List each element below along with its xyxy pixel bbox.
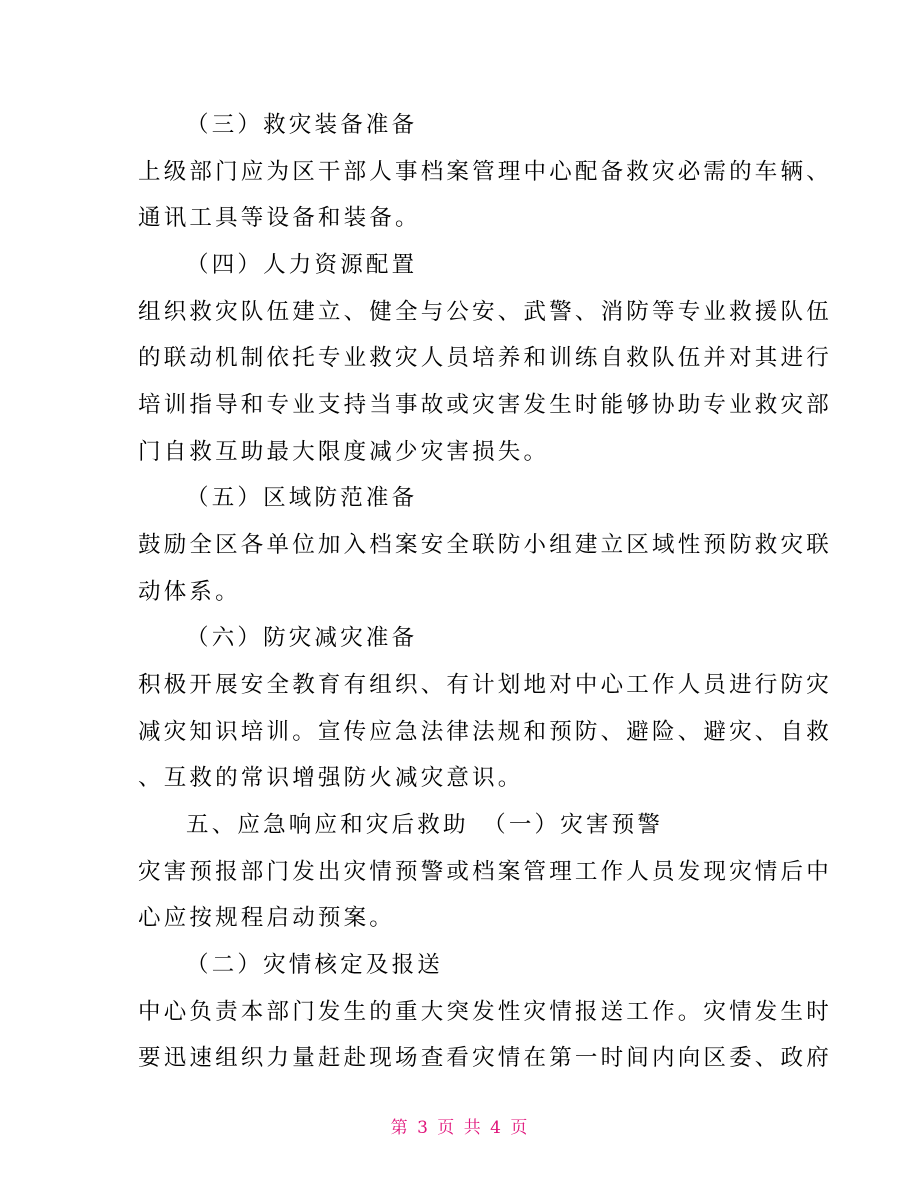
section-heading-equipment: （三）救灾装备准备 [186, 112, 418, 138]
paragraph-line: 通讯工具等设备和装备。 [138, 205, 421, 231]
section-heading-human-resources: （四）人力资源配置 [186, 252, 418, 278]
paragraph-line: 减灾知识培训。宣传应急法律法规和预防、避险、避灾、自救 [138, 719, 832, 745]
section-heading-verification: （二）灾情核定及报送 [186, 952, 444, 978]
paragraph-line: 要迅速组织力量赶赴现场查看灾情在第一时间内向区委、政府 [138, 1045, 832, 1071]
section-heading-emergency-response: 五、应急响应和灾后救助 （一）灾害预警 [186, 812, 664, 838]
paragraph-line: 组织救灾队伍建立、健全与公安、武警、消防等专业救援队伍 [138, 299, 832, 325]
page-number-text: 第 3 页 共 4 页 [390, 1118, 530, 1138]
paragraph-line: 鼓励全区各单位加入档案安全联防小组建立区域性预防救灾联 [138, 532, 832, 558]
paragraph-line: 心应按规程启动预案。 [138, 905, 396, 931]
paragraph-line: 培训指导和专业支持当事故或灾害发生时能够协助专业救灾部 [138, 392, 832, 418]
paragraph-line: 积极开展安全教育有组织、有计划地对中心工作人员进行防灾 [138, 672, 832, 698]
page-number-footer [0, 1113, 920, 1138]
paragraph-line: 中心负责本部门发生的重大突发性灾情报送工作。灾情发生时 [138, 999, 832, 1025]
paragraph-line: 上级部门应为区干部人事档案管理中心配备救灾必需的车辆、 [138, 159, 832, 185]
paragraph-line: 、互救的常识增强防火减灾意识。 [138, 765, 524, 791]
paragraph-line: 动体系。 [138, 579, 241, 605]
section-heading-disaster-reduction: （六）防灾减灾准备 [186, 625, 418, 651]
paragraph-line: 灾害预报部门发出灾情预警或档案管理工作人员发现灾情后中 [138, 859, 832, 885]
paragraph-line: 的联动机制依托专业救灾人员培养和训练自救队伍并对其进行 [138, 345, 832, 371]
section-heading-regional-prevention: （五）区域防范准备 [186, 485, 418, 511]
paragraph-line: 门自救互助最大限度减少灾害损失。 [138, 439, 550, 465]
